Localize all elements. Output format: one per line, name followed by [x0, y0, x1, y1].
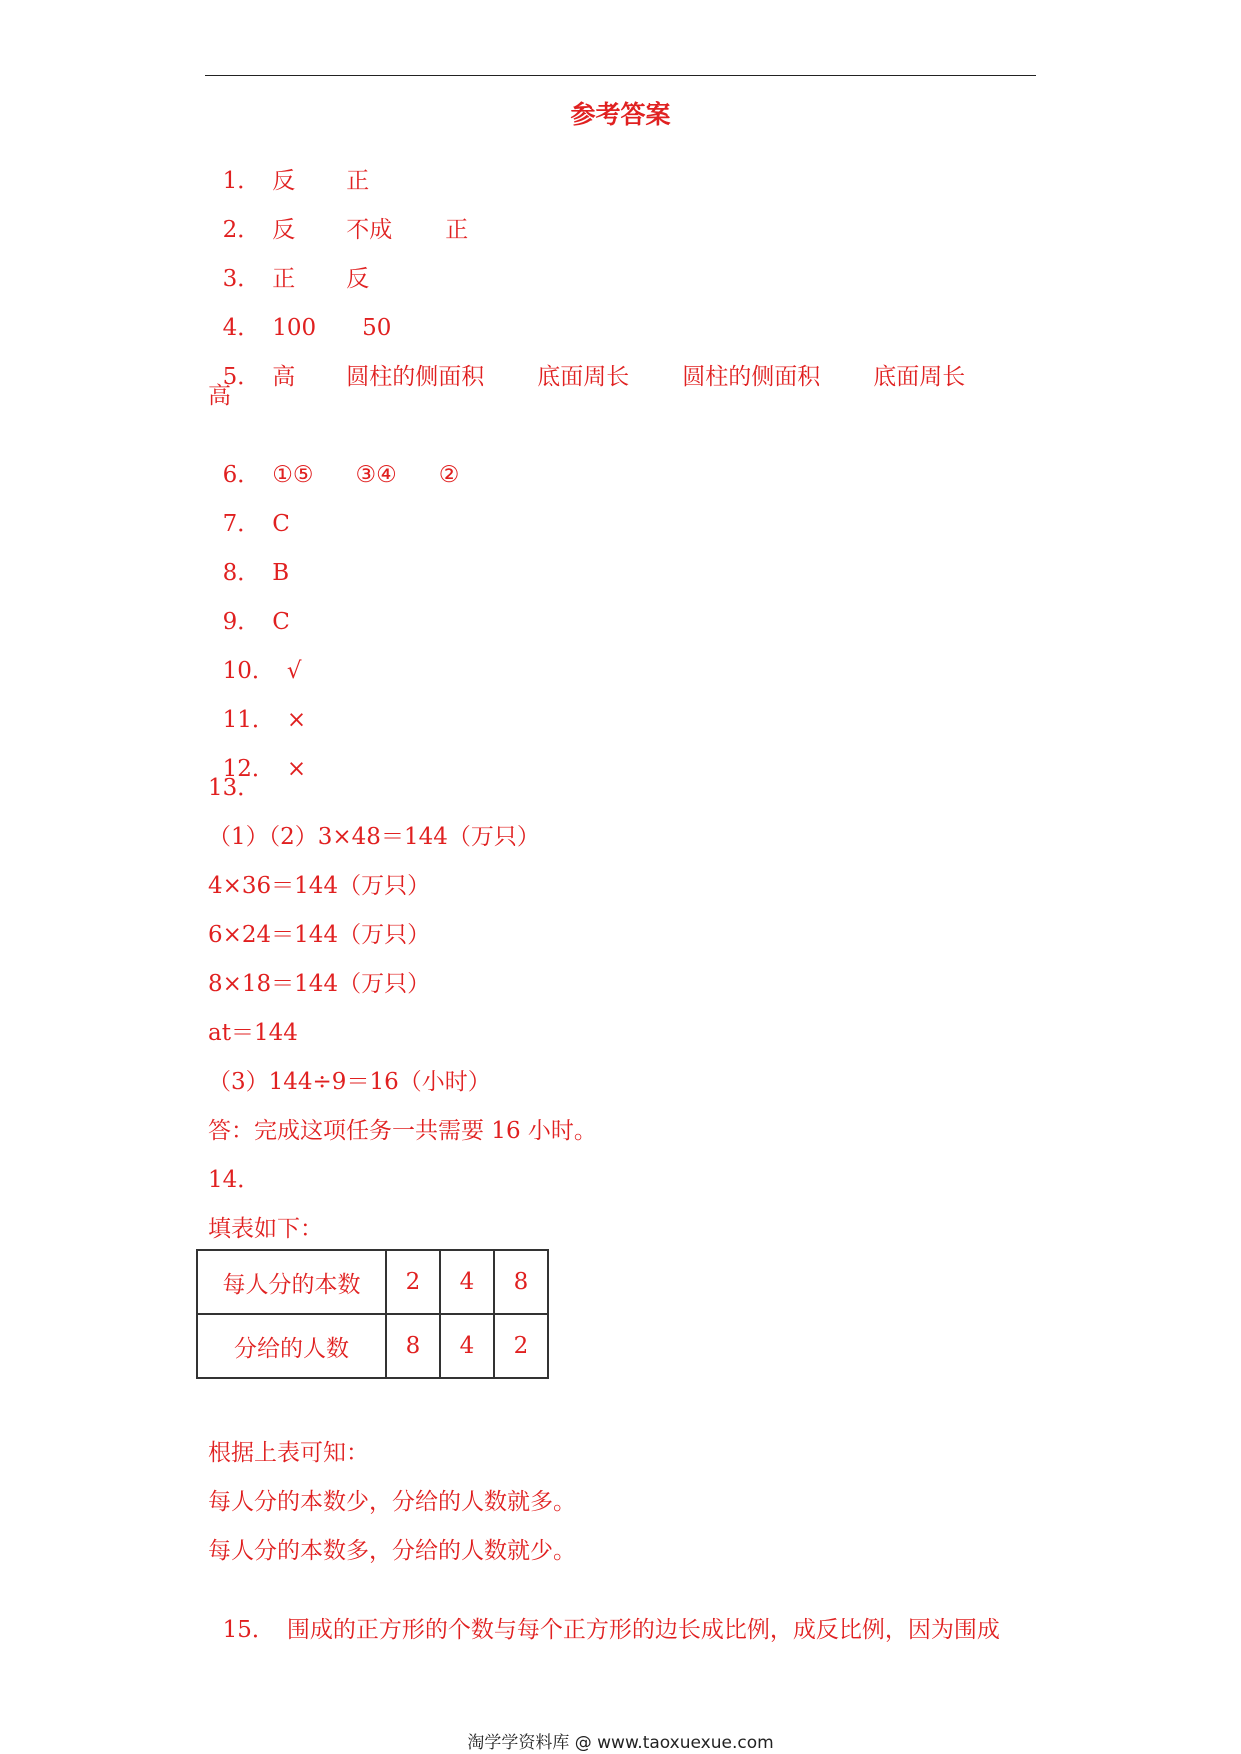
answer-part: 圆柱的侧面积	[682, 364, 821, 390]
answer-part: 底面周长	[873, 364, 966, 390]
answer-number: 11．	[222, 707, 275, 733]
table-row	[197, 1250, 548, 1314]
answer-5	[208, 332, 965, 392]
table-cell: 8	[386, 1314, 440, 1378]
answer-13-line: at＝144	[208, 1020, 298, 1046]
answer-13-line: 8×18＝144（万只）	[208, 971, 431, 997]
answer-13-line: 4×36＝144（万只）	[208, 873, 431, 899]
answer-13-line: （1）（2）3×48＝144（万只）	[208, 824, 540, 850]
answer-part: ②	[438, 462, 460, 488]
answer-part: 高	[272, 364, 296, 390]
answer-part: 不成	[346, 217, 393, 243]
table-row	[197, 1314, 548, 1378]
answer-text: ×	[286, 756, 307, 782]
answer-number: 2．	[222, 217, 261, 243]
answer-part: 圆柱的侧面积	[346, 364, 485, 390]
table-cell: 2	[494, 1314, 548, 1378]
answer-number: 8．	[222, 560, 261, 586]
answer-part: 正	[272, 266, 296, 292]
answer-number: 9．	[222, 609, 261, 635]
answer-part: 正	[346, 168, 370, 194]
table-row-label: 分给的人数	[197, 1314, 386, 1378]
table-cell: 8	[494, 1250, 548, 1314]
answer-number: 15．	[222, 1617, 275, 1643]
answer-part: 100	[272, 315, 317, 341]
answer-number: 6．	[222, 462, 261, 488]
answer-number: 10．	[222, 658, 275, 684]
answer-15	[208, 1585, 1000, 1645]
answer-text: C	[272, 609, 290, 635]
answer-text: B	[272, 560, 290, 586]
answer-part: 正	[445, 217, 469, 243]
answer-text: C	[272, 511, 290, 537]
answer-5-continued: 高	[208, 383, 231, 409]
answer-part: 底面周长	[537, 364, 630, 390]
answer-14-intro: 填表如下：	[208, 1216, 323, 1242]
answer-14-conclusion: 根据上表可知：	[208, 1440, 369, 1466]
answer-number: 12．	[222, 756, 275, 782]
answer-13-number: 13．	[208, 775, 261, 801]
answer-14-conclusion: 每人分的本数少，分给的人数就多。	[208, 1489, 576, 1515]
table-cell: 4	[440, 1250, 494, 1314]
page-title: 参考答案	[570, 100, 671, 129]
answer-number: 1．	[222, 168, 261, 194]
answer-part: 反	[272, 168, 296, 194]
answer-text: √	[286, 658, 302, 684]
footer-watermark: 淘学学资料库 @ www.taoxuexue.com	[467, 1733, 774, 1753]
answer-13-conclusion: 答：完成这项任务一共需要 16 小时。	[208, 1118, 597, 1144]
answer-number: 5．	[222, 364, 261, 390]
answer-number: 4．	[222, 315, 261, 341]
answer-13-line: （3）144÷9＝16（小时）	[208, 1069, 491, 1095]
answer-part: ③④	[355, 462, 397, 488]
answer-part: ①⑤	[272, 462, 314, 488]
answer-14-number: 14．	[208, 1167, 261, 1193]
table-cell: 2	[386, 1250, 440, 1314]
answer-number: 3．	[222, 266, 261, 292]
answer-14-conclusion: 每人分的本数多，分给的人数就少。	[208, 1538, 576, 1564]
answer-text: ×	[286, 707, 307, 733]
answer-part: 50	[362, 315, 392, 341]
answer-part: 反	[272, 217, 296, 243]
answer-number: 7．	[222, 511, 261, 537]
answer-part: 反	[346, 266, 370, 292]
table-row-label: 每人分的本数	[197, 1250, 386, 1314]
header-rule	[205, 75, 1036, 76]
answer-text: 围成的正方形的个数与每个正方形的边长成比例，成反比例，因为围成	[286, 1617, 1000, 1643]
table-cell: 4	[440, 1314, 494, 1378]
answer-14-table	[196, 1249, 549, 1379]
answer-13-line: 6×24＝144（万只）	[208, 922, 431, 948]
